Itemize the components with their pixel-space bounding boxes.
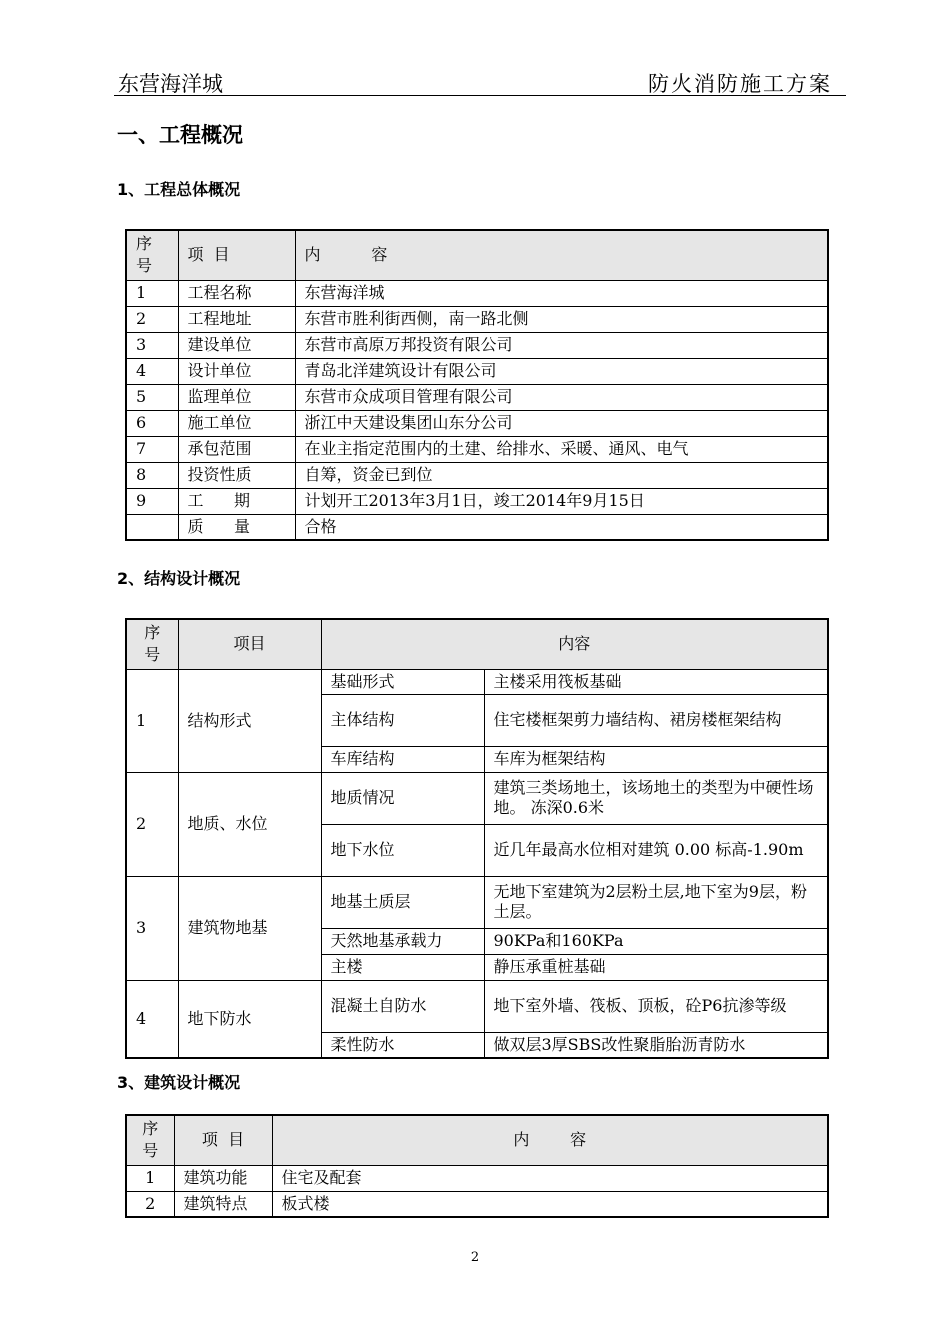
cell-content: 无地下室建筑为2层粉土层,地下室为9层，粉土层。 bbox=[484, 876, 828, 928]
cell-content: 东营市高原万邦投资有限公司 bbox=[295, 332, 828, 358]
header-project-name: 东营海洋城 bbox=[118, 72, 223, 96]
table-row bbox=[126, 332, 828, 358]
page-number: 2 bbox=[470, 1250, 480, 1265]
table-row bbox=[126, 280, 828, 306]
table-row bbox=[126, 514, 828, 540]
cell-item: 质 量 bbox=[178, 514, 295, 540]
cell-no: 7 bbox=[126, 436, 178, 462]
cell-no bbox=[126, 514, 178, 540]
table-row bbox=[126, 358, 828, 384]
architecture-table bbox=[125, 1114, 829, 1218]
chapter-heading: 一、工程概况 bbox=[117, 123, 243, 147]
cell-no: 4 bbox=[126, 358, 178, 384]
cell-content: 东营海洋城 bbox=[295, 280, 828, 306]
table-row bbox=[126, 1165, 828, 1191]
cell-content: 90KPa和160KPa bbox=[484, 928, 828, 954]
header-cell-no: 序号 bbox=[126, 1115, 174, 1165]
table-row bbox=[126, 980, 828, 1032]
cell-item: 地下防水 bbox=[178, 980, 321, 1058]
cell-content: 建筑三类场地土，该场地土的类型为中硬性场地。 冻深0.6米 bbox=[484, 772, 828, 824]
table-row bbox=[126, 306, 828, 332]
cell-sub-item: 地质情况 bbox=[321, 772, 484, 824]
cell-no: 9 bbox=[126, 488, 178, 514]
cell-item: 建筑物地基 bbox=[178, 876, 321, 980]
header-document-title: 防火消防施工方案 bbox=[648, 72, 832, 96]
cell-content: 合格 bbox=[295, 514, 828, 540]
cell-no: 1 bbox=[126, 280, 178, 306]
cell-content: 浙江中天建设集团山东分公司 bbox=[295, 410, 828, 436]
header-cell-item: 项目 bbox=[178, 619, 321, 669]
cell-content: 车库为框架结构 bbox=[484, 746, 828, 772]
cell-content: 住宅及配套 bbox=[272, 1165, 828, 1191]
cell-content: 近几年最高水位相对建筑 0.00 标高-1.90m bbox=[484, 824, 828, 876]
cell-item: 建设单位 bbox=[178, 332, 295, 358]
cell-content: 板式楼 bbox=[272, 1191, 828, 1217]
cell-content: 做双层3厚SBS改性聚脂胎沥青防水 bbox=[484, 1032, 828, 1058]
header-divider bbox=[114, 95, 846, 96]
cell-item: 投资性质 bbox=[178, 462, 295, 488]
header-cell-no: 序号 bbox=[126, 230, 178, 280]
section-3-heading: 3、建筑设计概况 bbox=[117, 1073, 241, 1092]
cell-no: 3 bbox=[126, 876, 178, 980]
cell-item: 承包范围 bbox=[178, 436, 295, 462]
header-cell-content: 内 容 bbox=[272, 1115, 828, 1165]
table-row bbox=[126, 669, 828, 694]
cell-sub-item: 地基土质层 bbox=[321, 876, 484, 928]
cell-no: 5 bbox=[126, 384, 178, 410]
cell-no: 8 bbox=[126, 462, 178, 488]
cell-content: 主楼采用筏板基础 bbox=[484, 669, 828, 694]
table-row bbox=[126, 488, 828, 514]
cell-item: 工程名称 bbox=[178, 280, 295, 306]
cell-content: 东营市众成项目管理有限公司 bbox=[295, 384, 828, 410]
table-row bbox=[126, 876, 828, 928]
cell-sub-item: 柔性防水 bbox=[321, 1032, 484, 1058]
cell-no: 1 bbox=[126, 1165, 174, 1191]
header-cell-content: 内容 bbox=[321, 619, 828, 669]
table-row bbox=[126, 384, 828, 410]
cell-no: 2 bbox=[126, 1191, 174, 1217]
cell-sub-item: 天然地基承载力 bbox=[321, 928, 484, 954]
cell-no: 2 bbox=[126, 772, 178, 876]
cell-no: 3 bbox=[126, 332, 178, 358]
cell-sub-item: 主体结构 bbox=[321, 694, 484, 746]
cell-no: 4 bbox=[126, 980, 178, 1058]
header-cell-item: 项 目 bbox=[174, 1115, 272, 1165]
table-header-row bbox=[126, 1115, 828, 1165]
table-row bbox=[126, 410, 828, 436]
section-2-heading: 2、结构设计概况 bbox=[117, 569, 241, 588]
cell-item: 施工单位 bbox=[178, 410, 295, 436]
table-row bbox=[126, 462, 828, 488]
header-cell-no: 序号 bbox=[126, 619, 178, 669]
cell-item: 建筑特点 bbox=[174, 1191, 272, 1217]
table-header-row bbox=[126, 230, 828, 280]
table-header-row bbox=[126, 619, 828, 669]
cell-item: 设计单位 bbox=[178, 358, 295, 384]
cell-content: 静压承重桩基础 bbox=[484, 954, 828, 980]
cell-item: 结构形式 bbox=[178, 669, 321, 772]
cell-item: 工程地址 bbox=[178, 306, 295, 332]
cell-no: 2 bbox=[126, 306, 178, 332]
table-row bbox=[126, 436, 828, 462]
cell-content: 青岛北洋建筑设计有限公司 bbox=[295, 358, 828, 384]
table-row bbox=[126, 772, 828, 824]
cell-sub-item: 主楼 bbox=[321, 954, 484, 980]
table-row bbox=[126, 1191, 828, 1217]
cell-content: 住宅楼框架剪力墙结构、裙房楼框架结构 bbox=[484, 694, 828, 746]
cell-no: 6 bbox=[126, 410, 178, 436]
structure-table bbox=[125, 618, 829, 1059]
section-1-heading: 1、工程总体概况 bbox=[117, 180, 241, 199]
cell-content: 在业主指定范围内的土建、给排水、采暖、通风、电气 bbox=[295, 436, 828, 462]
cell-content: 东营市胜利街西侧，南一路北侧 bbox=[295, 306, 828, 332]
overview-table bbox=[125, 229, 829, 541]
cell-item: 监理单位 bbox=[178, 384, 295, 410]
cell-item: 建筑功能 bbox=[174, 1165, 272, 1191]
cell-content: 自筹，资金已到位 bbox=[295, 462, 828, 488]
cell-sub-item: 车库结构 bbox=[321, 746, 484, 772]
cell-item: 工 期 bbox=[178, 488, 295, 514]
cell-sub-item: 基础形式 bbox=[321, 669, 484, 694]
cell-content: 地下室外墙、筏板、顶板，砼P6抗渗等级 bbox=[484, 980, 828, 1032]
cell-sub-item: 地下水位 bbox=[321, 824, 484, 876]
cell-item: 地质、水位 bbox=[178, 772, 321, 876]
header-cell-content: 内 容 bbox=[295, 230, 828, 280]
cell-sub-item: 混凝土自防水 bbox=[321, 980, 484, 1032]
cell-content: 计划开工2013年3月1日，竣工2014年9月15日 bbox=[295, 488, 828, 514]
cell-no: 1 bbox=[126, 669, 178, 772]
header-cell-item: 项 目 bbox=[178, 230, 295, 280]
